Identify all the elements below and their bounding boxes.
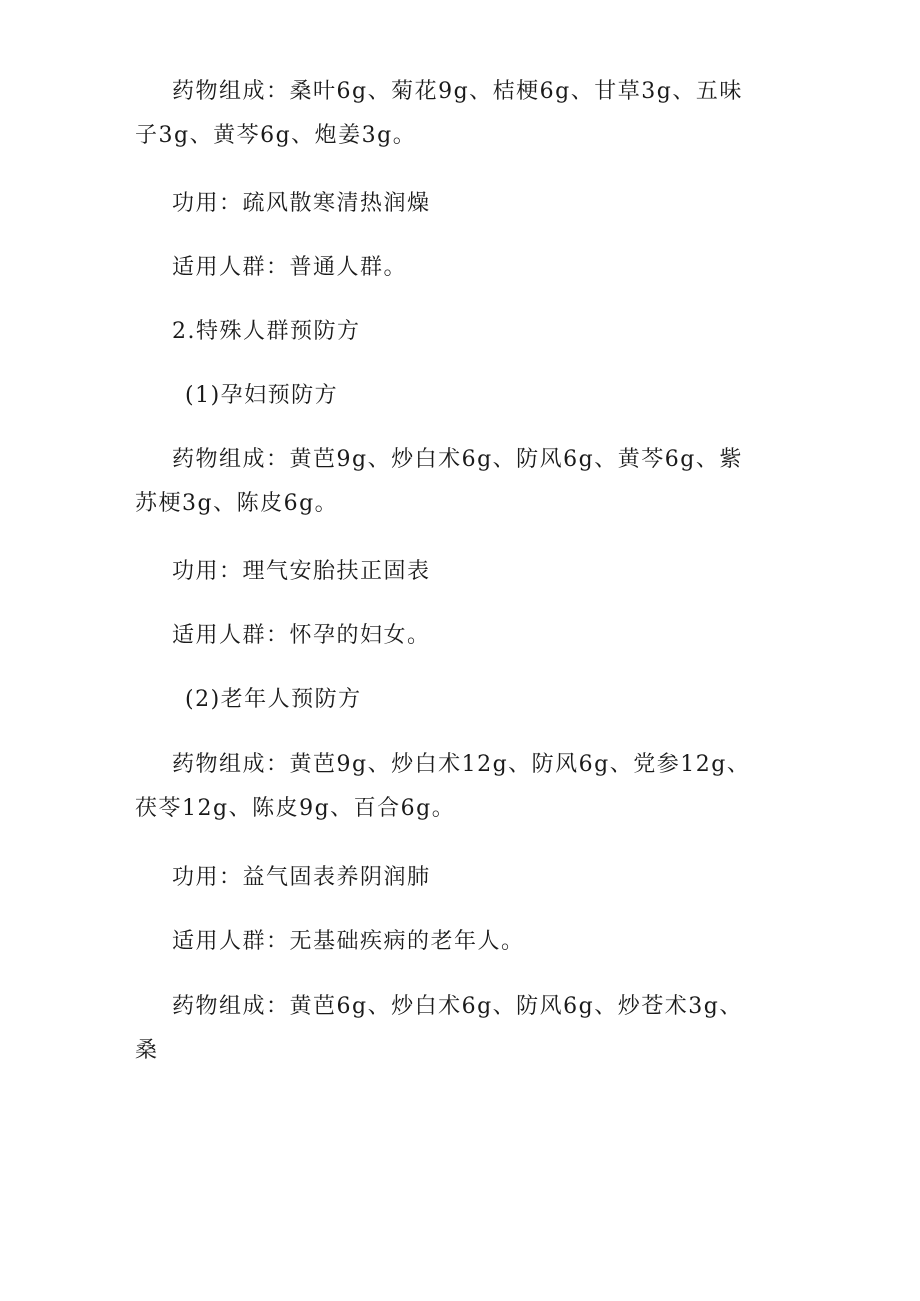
paragraph-composition-4: 药物组成：黄芭6g、炒白术6g、防风6g、炒苍术3g、桑 (135, 994, 743, 1063)
paragraph-population-1: 适用人群：普通人群。 (172, 255, 408, 280)
paragraph-function-3: 功用：益气固表养阴润肺 (172, 865, 431, 890)
section-heading-special-groups: 2.特殊人群预防方 (172, 319, 361, 344)
paragraph-function-1: 功用：疏风散寒清热润燥 (172, 191, 431, 216)
paragraph-composition-2: 药物组成：黄芭9g、炒白术6g、防风6g、黄芩6g、紫苏梗3g、陈皮6g。 (135, 447, 743, 516)
paragraph-composition-3: 药物组成：黄芭9g、炒白术12g、防风6g、党参12g、茯苓12g、陈皮9g、百合6g。 (135, 752, 751, 821)
paragraph-population-2: 适用人群：怀孕的妇女。 (172, 623, 431, 648)
subheading-elderly: (2)老年人预防方 (185, 687, 362, 712)
paragraph-composition-1: 药物组成：桑叶6g、菊花9g、桔梗6g、甘草3g、五味子3g、黄芩6g、炮姜3g。 (135, 79, 743, 148)
subheading-pregnant: (1)孕妇预防方 (185, 383, 339, 408)
paragraph-population-3: 适用人群：无基础疾病的老年人。 (172, 929, 525, 954)
paragraph-function-2: 功用：理气安胎扶正固表 (172, 559, 431, 584)
